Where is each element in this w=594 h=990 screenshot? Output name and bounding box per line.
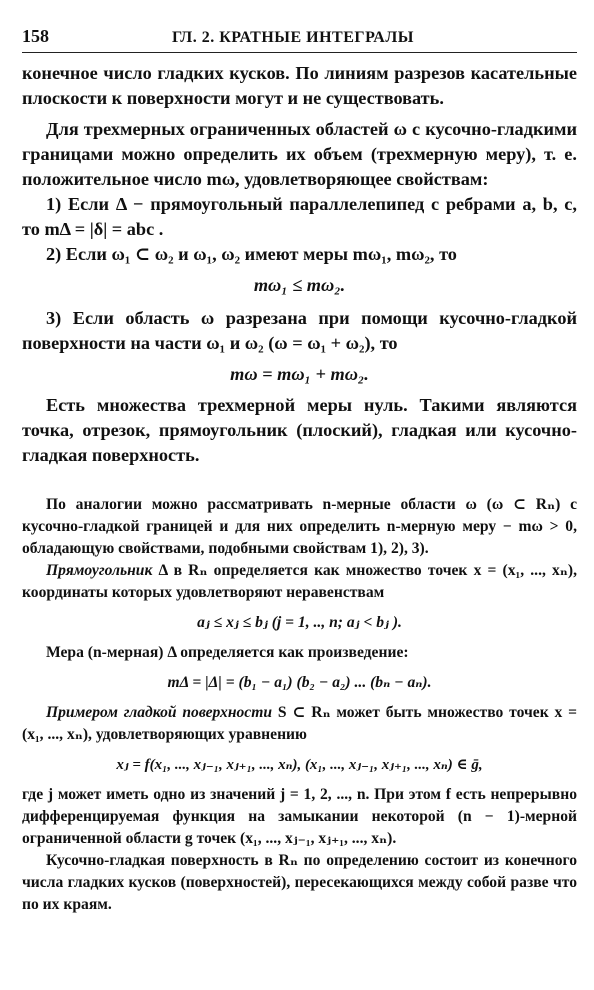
- formula-surface-equation: xⱼ = f(x₁, ..., xⱼ₋₁, xⱼ₊₁, ..., xₙ), (x₁, ..., xⱼ₋₁, xⱼ₊₁, ..., xₙ) ∈ ḡ,: [116, 757, 483, 773]
- formula-measure-product: mΔ = |Δ| = (b₁ − a₁) (b₂ − a₂) ... (bₙ − aₙ).: [167, 674, 432, 691]
- formula-monotonicity: mω₁ ≤ mω₂.: [253, 275, 346, 295]
- paragraph-smooth-surface: Примером гладкой поверхности S ⊂ Rₙ может быть множество точек x = (x₁, ..., xₙ), удовлетворяющих уравнению: [22, 704, 577, 743]
- paragraph-zero-measure: Есть множества трехмерной меры нуль. Такими являются точка, отрезок, прямоугольник (плоский), гладкая или кусочно-гладкая поверхность.: [22, 395, 577, 465]
- term-smooth-surface: Примером гладкой поверхности: [46, 704, 273, 721]
- paragraph-rectangle: Прямоугольник Δ в Rₙ определяется как множество точек x = (x₁, ..., xₙ), координаты которых удовлетворяют неравенствам: [22, 562, 577, 601]
- paragraph-measure: Мера (n-мерная) Δ определяется как произведение:: [46, 644, 409, 661]
- paragraph-piecewise-smooth: Кусочно-гладкая поверхность в Rₙ по определению состоит из конечного числа гладких кусков (поверхностей), пересекающихся между собой разве что по их краям.: [22, 852, 577, 913]
- page-header: [22, 26, 577, 53]
- property-2: 2) Если ω₁ ⊂ ω₂ и ω₁, ω₂ имеют меры mω₁, mω₂, то: [46, 244, 457, 264]
- paragraph-n-dimensional: По аналогии можно рассматривать n-мерные области ω (ω ⊂ Rₙ) с кусочно-гладкой границей и для них определить n-мерную меру − mω > 0, обладающую свойствами, подобными свойствам 1), 2), 3).: [22, 496, 577, 557]
- page-number: 158: [22, 26, 49, 46]
- paragraph-volume-definition: Для трехмерных ограниченных областей ω с кусочно-гладкими границами можно определить их объем (трехмерную меру), т. е. положительное число mω, удовлетворяющее свойствам:: [22, 119, 577, 189]
- formula-inequalities: aⱼ ≤ xⱼ ≤ bⱼ (j = 1, .., n; aⱼ < bⱼ ).: [197, 614, 402, 631]
- term-rectangle: Прямоугольник: [46, 562, 153, 579]
- paragraph-continuation: конечное число гладких кусков. По линиям разрезов касательные плоскости к поверхности могут и не существовать.: [22, 63, 577, 108]
- paragraph-where-j: где j может иметь одно из значений j = 1, 2, ..., n. При этом f есть непрерывно дифференцируемая функция на замыкании некоторой (n − 1)-мерной ограниченной области g точек (x₁, ..., xⱼ₋₁, xⱼ₊₁, ..., xₙ).: [22, 786, 577, 847]
- running-title: ГЛ. 2. КРАТНЫЕ ИНТЕГРАЛЫ: [172, 29, 414, 46]
- property-1: 1) Если Δ − прямоугольный параллелепипед с ребрами a, b, c, то mΔ = |δ| = abc .: [22, 194, 577, 239]
- book-page: [22, 26, 577, 916]
- property-3: 3) Если область ω разрезана при помощи кусочно-гладкой поверхности на части ω₁ и ω₂ (ω = ω₁ + ω₂), то: [22, 308, 577, 353]
- formula-additivity: mω = mω₁ + mω₂.: [230, 364, 369, 384]
